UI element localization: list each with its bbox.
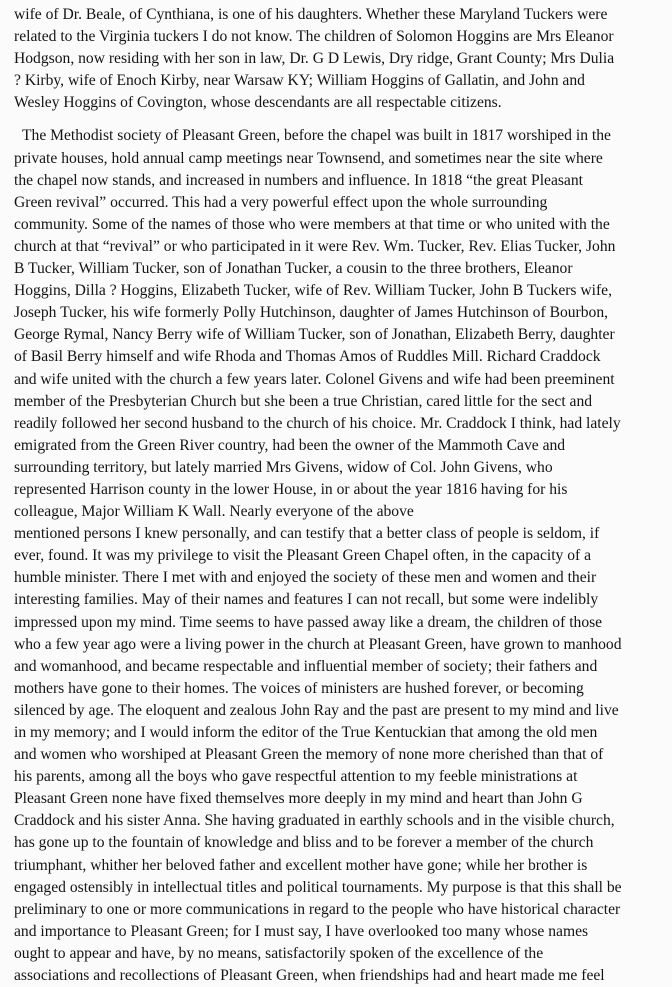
text-line: triumphant, whither her beloved father and excellent mother have gone; while her brother is [14,856,588,874]
text-line: interesting families. May of their names and features I can not recall, but some were indelibly [14,591,599,609]
text-line: represented Harrison county in the lower House, in or about the year 1816 having for his [14,480,568,498]
text-line: ought to appear and have, by no means, satisfactorily spoken of the excellence of the [14,944,544,962]
text-line: member of the Presbyterian Church but she been a true Christian, cared little for the sect and [14,392,593,410]
text-line: Joseph Tucker, his wife formerly Polly Hutchinson, daughter of James Hutchinson of Bourbon, [14,304,609,322]
text-line: and women who worshiped at Pleasant Green the memory of none more cherished than that of [14,746,604,764]
text-line: Hodgson, now residing with her son in law, Dr. G D Lewis, Dry ridge, Grant County; Mrs Dulia [14,50,615,68]
text-line: the chapel now stands, and increased in numbers and influence. In 1818 “the great Pleasant [14,171,583,189]
text-line: B Tucker, William Tucker, son of Jonathan Tucker, a cousin to the three brothers, Eleanor [14,260,573,278]
text-line: emigrated from the Green River country, had been the owner of the Mammoth Cave and [14,436,566,454]
text-line: The Methodist society of Pleasant Green, before the chapel was built in 1817 worshiped in the [22,127,611,145]
document-body [14,4,666,987]
text-line: who a few year ago were a living power in the church at Pleasant Green, have grown to manhood [14,635,622,653]
text-line: in my memory; and I would inform the editor of the True Kentuckian that among the old men [14,724,598,741]
text-line: Hoggins, Dilla ? Hoggins, Elizabeth Tucker, wife of Rev. William Tucker, John B Tuckers wife, [14,282,613,300]
text-line: of Basil Berry himself and wife Rhoda and Thomas Amos of Ruddles Mill. Richard Craddock [14,348,601,366]
text-line: mothers have gone to their homes. The voices of ministers are hushed forever, or becoming [14,679,584,697]
text-line: preliminary to one or more communications in regard to the people who have historical character [14,900,621,918]
text-line: impressed upon my mind. Time seems to have passed away like a dream, the children of those [14,613,603,631]
text-line: wife of Dr. Beale, of Cynthiana, is one of his daughters. Whether these Maryland Tuckers were [14,6,608,23]
text-line: engaged ostensibly in intellectual titles and political tournaments. My purpose is that this shall be [14,878,622,896]
text-line: ? Kirby, wife of Enoch Kirby, near Warsaw KY; William Hoggins of Gallatin, and John and [14,72,585,90]
text-line: readily followed her second husband to the church of his choice. Mr. Craddock I think, had lately [14,414,621,432]
text-line: George Rymal, Nancy Berry wife of William Tucker, son of Jonathan, Elizabeth Berry, daughter [14,326,615,344]
paragraph [14,4,666,114]
paragraph-gap [14,114,666,125]
text-line: related to the Virginia tuckers I do not know. The children of Solomon Hoggins are Mrs Eleanor [14,28,614,46]
text-line: and womanhood, and became respectable and influential member of society; their fathers and [14,657,598,675]
text-line: colleague, Major William K Wall. Nearly everyone of the above [14,503,414,521]
text-line: Pleasant Green none have fixed themselves more deeply in my mind and heart than John G [14,790,583,808]
text-line: Craddock and his sister Anna. She having graduated in earthly schools and in the visible church, [14,812,615,830]
text-line: Green revival” occurred. This had a very powerful effect upon the whole surrounding [14,193,548,211]
text-line: surrounding territory, but lately married Mrs Givens, widow of Col. John Givens, who [14,458,553,476]
text-line: church at that “revival” or who participated in it were Rev. Wm. Tucker, Rev. Elias Tucker, John [14,237,616,255]
text-line: ever, found. It was my privilege to visit the Pleasant Green Chapel often, in the capacity of a [14,547,592,565]
text-line: and importance to Pleasant Green; for I must say, I have overlooked too many whose names [14,922,589,940]
text-line: his parents, among all the boys who gave respectful attention to my feeble ministrations at [14,768,578,786]
text-line: and wife united with the church a few years later. Colonel Givens and wife had been preeminent [14,370,615,388]
text-line: mentioned persons I knew personally, and can testify that a better class of people is seldom, if [14,525,600,543]
text-line: community. Some of the names of those who were members at that time or who united with the [14,215,610,233]
text-line: Wesley Hoggins of Covington, whose descendants are all respectable citizens. [14,94,502,112]
paragraph [14,125,666,987]
text-line: silenced by age. The eloquent and zealous John Ray and the past are present to my mind and live [14,701,619,719]
text-line: has gone up to the fountain of knowledge and bliss and to be forever a member of the church [14,834,594,852]
text-line: private houses, hold annual camp meetings near Townsend, and sometimes near the site where [14,149,603,167]
text-line: humble minister. There I met with and enjoyed the society of these men and women and their [14,569,597,587]
text-line: associations and recollections of Pleasant Green, when friendships had and heart made me feel [14,967,605,985]
